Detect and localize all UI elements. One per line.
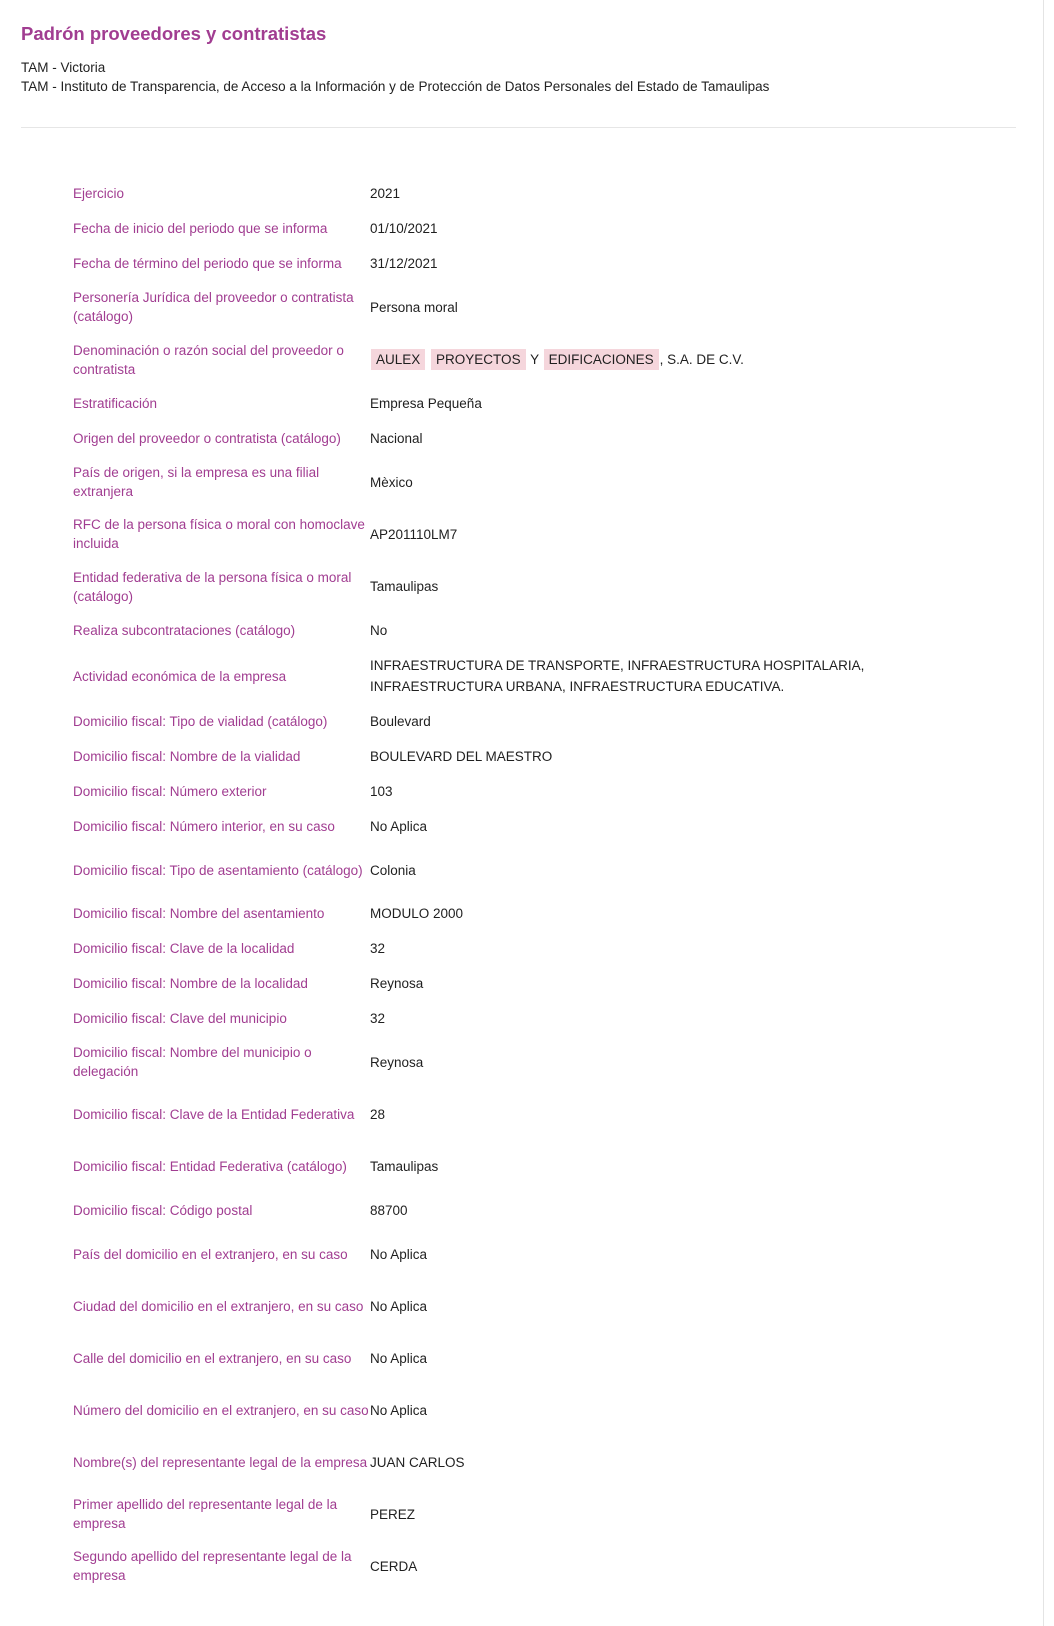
field-value: 01/10/2021 (370, 221, 438, 236)
field-value: Persona moral (370, 299, 458, 315)
name-fragment: Y (530, 352, 539, 367)
field-row (73, 211, 973, 246)
field-row (73, 613, 973, 648)
institution-subtitle: TAM - Instituto de Transparencia, de Acceso a la Información y de Protección de Datos Personales del Estado de Tamaulipas (21, 79, 770, 94)
field-row (73, 1193, 973, 1228)
field-label: Domicilio fiscal: Nombre del municipio o delegación (73, 1045, 312, 1079)
field-label: Domicilio fiscal: Número exterior (73, 784, 267, 799)
field-value: PEREZ (370, 1506, 416, 1522)
field-label: Domicilio fiscal: Nombre de la localidad (73, 976, 308, 991)
field-row (73, 560, 973, 613)
field-value: 32 (370, 1011, 386, 1026)
header-divider (21, 127, 1016, 128)
field-value: No Aplica (370, 1298, 428, 1314)
field-value: 28 (370, 1106, 386, 1122)
highlighted-term: PROYECTOS (431, 349, 526, 370)
field-row (73, 246, 973, 281)
field-value: No Aplica (370, 1246, 428, 1262)
field-value: 88700 (370, 1203, 408, 1218)
field-label: Domicilio fiscal: Nombre de la vialidad (73, 749, 301, 764)
field-row (73, 896, 973, 931)
field-label: Domicilio fiscal: Clave del municipio (73, 1011, 287, 1026)
field-label: Domicilio fiscal: Número interior, en su caso (73, 819, 335, 834)
field-value: MODULO 2000 (370, 906, 464, 921)
field-label: Nombre(s) del representante legal de la empresa (73, 1454, 368, 1470)
field-value: JUAN CARLOS (370, 1454, 465, 1470)
field-value: Colonia (370, 862, 416, 878)
field-value: No (370, 623, 388, 638)
field-row (73, 1488, 973, 1540)
field-value: AP201110LM7 (370, 526, 458, 542)
name-fragment: , S.A. DE C.V. (659, 352, 744, 367)
field-value: No Aplica (370, 819, 428, 834)
field-label: Calle del domicilio en el extranjero, en su caso (73, 1350, 352, 1366)
field-row (73, 386, 973, 421)
field-value: 2021 (370, 186, 401, 201)
field-label: Origen del proveedor o contratista (catálogo) (73, 431, 341, 446)
field-value: Nacional (370, 431, 423, 446)
field-value: Reynosa (370, 976, 424, 991)
field-row (73, 1384, 973, 1436)
field-label: RFC de la persona física o moral con homoclave incluida (73, 517, 365, 551)
field-value: 32 (370, 941, 386, 956)
field-row (73, 1540, 973, 1592)
field-row (73, 456, 973, 508)
field-value: INFRAESTRUCTURA DE TRANSPORTE, INFRAESTRUCTURA HOSPITALARIA, INFRAESTRUCTURA URBANA, INFRAESTRUCTURA EDUCATIVA. (370, 658, 865, 694)
field-label: Domicilio fiscal: Clave de la localidad (73, 941, 295, 956)
field-row (73, 966, 973, 1001)
field-label: Fecha de término del periodo que se informa (73, 256, 342, 271)
field-label: Domicilio fiscal: Entidad Federativa (catálogo) (73, 1159, 347, 1174)
field-label: País del domicilio en el extranjero, en su caso (73, 1246, 348, 1262)
field-row (73, 1436, 973, 1488)
field-label: Entidad federativa de la persona física o moral (catálogo) (73, 569, 352, 604)
field-label: Domicilio fiscal: Tipo de vialidad (catálogo) (73, 714, 328, 729)
field-label: Ciudad del domicilio en el extranjero, en su caso (73, 1298, 364, 1314)
field-label: Fecha de inicio del periodo que se informa (73, 221, 328, 236)
field-value: No Aplica (370, 1350, 428, 1366)
field-label: Ejercicio (73, 186, 125, 201)
field-value: 103 (370, 784, 393, 799)
field-row (73, 739, 973, 774)
field-value: Boulevard (370, 714, 431, 729)
field-value: Reynosa (370, 1054, 424, 1070)
field-label: País de origen, si la empresa es una filial extranjera (73, 465, 320, 499)
field-row (73, 704, 973, 739)
field-label: Número del domicilio en el extranjero, en su caso (73, 1402, 369, 1418)
field-row (73, 1140, 973, 1193)
page-header (21, 22, 1011, 96)
field-label: Domicilio fiscal: Clave de la Entidad Federativa (73, 1106, 355, 1122)
field-row (73, 281, 973, 333)
field-value (370, 349, 973, 370)
page-title: Padrón proveedores y contratistas (21, 23, 327, 44)
field-row (73, 1280, 973, 1332)
field-row (73, 1228, 973, 1280)
field-row (73, 1036, 973, 1088)
field-value: BOULEVARD DEL MAESTRO (370, 749, 553, 764)
field-row (73, 333, 973, 386)
location-subtitle: TAM - Victoria (21, 60, 106, 75)
field-row (73, 809, 973, 844)
field-value: CERDA (370, 1558, 418, 1574)
highlighted-term: EDIFICACIONES (544, 349, 659, 370)
field-row (73, 844, 973, 896)
field-value: Empresa Pequeña (370, 396, 482, 411)
field-label: Denominación o razón social del proveedor o contratista (73, 342, 344, 377)
field-label: Domicilio fiscal: Código postal (73, 1203, 253, 1218)
field-value: 31/12/2021 (370, 256, 438, 271)
field-value: Tamaulipas (370, 579, 439, 594)
field-label: Domicilio fiscal: Nombre del asentamiento (73, 906, 325, 921)
field-row (73, 1088, 973, 1140)
field-label: Domicilio fiscal: Tipo de asentamiento (catálogo) (73, 862, 363, 878)
field-label: Estratificación (73, 396, 158, 411)
highlighted-term: AULEX (371, 349, 425, 370)
field-row (73, 774, 973, 809)
field-row (73, 931, 973, 966)
field-row (73, 648, 973, 704)
right-border-line (1043, 0, 1044, 1626)
field-label: Actividad económica de la empresa (73, 668, 287, 684)
bottom-fade (0, 1604, 1043, 1626)
field-label: Primer apellido del representante legal de la empresa (73, 1497, 338, 1531)
detail-fields (73, 176, 973, 1592)
field-label: Realiza subcontrataciones (catálogo) (73, 623, 296, 638)
field-value: Tamaulipas (370, 1159, 439, 1174)
field-value: Mèxico (370, 474, 413, 490)
field-row (73, 1332, 973, 1384)
field-row (73, 1001, 973, 1036)
field-label: Personería Jurídica del proveedor o contratista (catálogo) (73, 290, 354, 324)
field-label: Segundo apellido del representante legal de la empresa (73, 1549, 352, 1583)
field-row (73, 508, 973, 560)
field-row (73, 176, 973, 211)
field-row (73, 421, 973, 456)
field-value: No Aplica (370, 1402, 428, 1418)
